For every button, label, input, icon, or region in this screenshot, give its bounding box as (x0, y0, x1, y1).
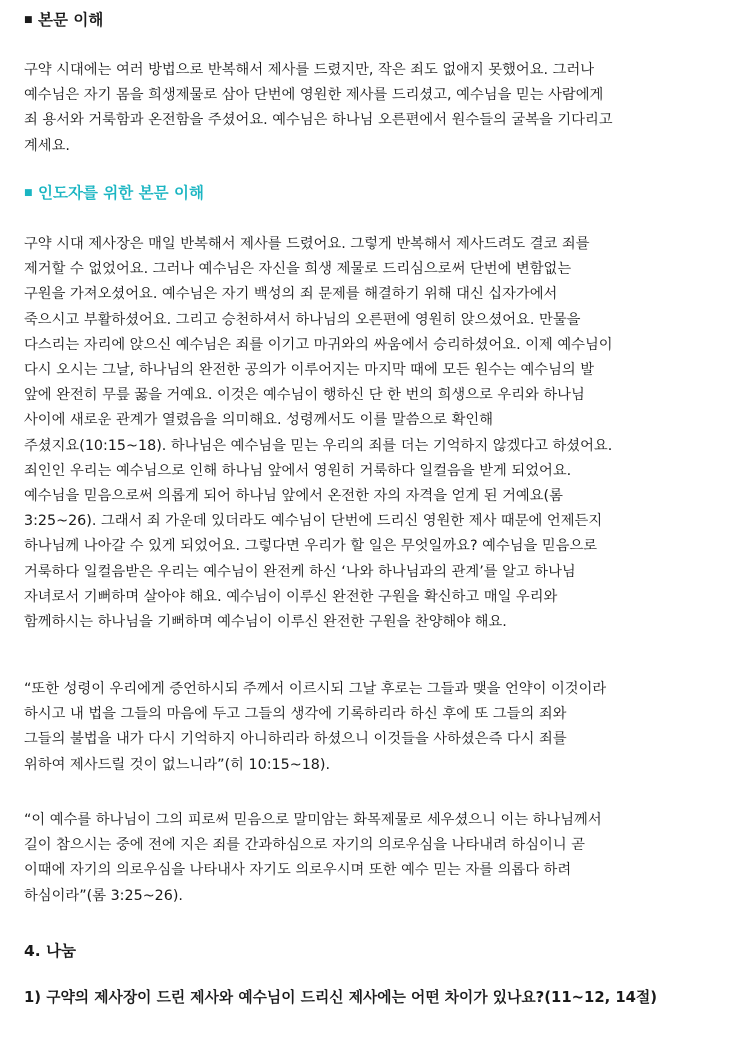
text-line: 예수님은 자기 몸을 희생제물로 삼아 단번에 영원한 제사를 드리셨고, 예수님을 믿는 사람에게 (24, 87, 604, 104)
text-line: 주셨지요(10:15~18). 하나님은 예수님을 믿는 우리의 죄를 더는 기억하지 않겠다고 하셨어요. (24, 437, 613, 454)
section-heading-text-understanding (24, 9, 103, 32)
text-line: 예수님을 믿음으로써 의롭게 되어 하나님 앞에서 온전한 자의 자격을 얻게 된 거예요(롬 (24, 488, 563, 505)
text-line: “또한 성령이 우리에게 증언하시되 주께서 이르시되 그날 후로는 그들과 맺을 언약이 이것이라 (24, 681, 607, 697)
paragraph-text-understanding (24, 58, 736, 159)
text-line: 하나님께 나아갈 수 있게 되었어요. 그렇다면 우리가 할 일은 무엇일까요? 예수님을 믿음으로 (24, 538, 598, 555)
scripture-quote-romans (24, 808, 736, 909)
text-line: 이때에 자기의 의로우심을 나타내사 자기도 의로우시며 또한 예수 믿는 자를 의롭다 하려 (24, 862, 572, 879)
text-line: 구약 시대 제사장은 매일 반복해서 제사를 드렸어요. 그렇게 반복해서 제사드려도 결코 죄를 (24, 236, 590, 252)
text-line: 길이 참으시는 중에 전에 지은 죄를 간과하심으로 자기의 의로우심을 나타내려 하심이니 곧 (24, 837, 585, 854)
text-line: 함께하시는 하나님을 기뻐하며 예수님이 이루신 완전한 구원을 찬양해야 해요. (24, 614, 507, 631)
section-heading-leader-understanding (24, 182, 204, 205)
text-line: “이 예수를 하나님이 그의 피로써 믿음으로 말미암는 화목제물로 세우셨으니 이는 하나님께서 (24, 812, 602, 828)
text-line: 다시 오시는 그날, 하나님의 완전한 공의가 이루어지는 마지막 때에 모든 원수는 예수님의 발 (24, 362, 595, 379)
text-line: 구원을 가져오셨어요. 예수님은 자기 백성의 죄 문제를 해결하기 위해 대신 십자가에서 (24, 286, 558, 303)
text-line: 자녀로서 기뻐하며 살아야 해요. 예수님이 이루신 완전한 구원을 확신하고 매일 우리와 (24, 588, 558, 605)
text-line: 제거할 수 없었어요. 그러나 예수님은 자신을 희생 제물로 드리심으로써 단번에 변함없는 (24, 261, 572, 278)
text-line: 앞에 완전히 무릎 꿇을 거예요. 이것은 예수님이 행하신 단 한 번의 희생으로 우리와 하나님 (24, 387, 585, 404)
text-line: 죄인인 우리는 예수님으로 인해 하나님 앞에서 영원히 거룩하다 일컬음을 받게 되었어요. (24, 462, 572, 479)
scripture-quote-hebrews (24, 677, 736, 778)
text-line: 하시고 내 법을 그들의 마음에 두고 그들의 생각에 기록하리라 하신 후에 또 그들의 죄와 (24, 706, 567, 723)
paragraph-leader-understanding (24, 232, 736, 635)
text-line: 구약 시대에는 여러 방법으로 반복해서 제사를 드렸지만, 작은 죄도 없애지 못했어요. 그러나 (24, 62, 595, 78)
square-bullet-icon: ■ (24, 187, 33, 198)
text-line: 하심이라”(롬 3:25~26). (24, 887, 183, 904)
section-heading-sharing: 4. 나눔 (24, 942, 77, 960)
text-line: 죄 용서와 거룩함과 온전함을 주셨어요. 예수님은 하나님 오른편에서 원수들의 굴복을 기다리고 (24, 112, 613, 129)
text-line: 사이에 새로운 관계가 열렸음을 의미해요. 성령께서도 이를 말씀으로 확인해 (24, 412, 494, 429)
text-line: 그들의 불법을 내가 다시 기억하지 아니하리라 하셨으니 이것들을 사하셨은즉 다시 죄를 (24, 731, 567, 748)
text-line: 위하여 제사드릴 것이 없느니라”(히 10:15~18). (24, 756, 331, 773)
text-line: 계세요. (24, 137, 70, 154)
text-line: 거룩하다 일컬음받은 우리는 예수님이 완전케 하신 ‘나와 하나님과의 관계’를 알고 하나님 (24, 563, 576, 580)
text-line: 3:25~26). 그래서 죄 가운데 있더라도 예수님이 단번에 드리신 영원한 제사 때문에 언제든지 (24, 513, 603, 530)
section-title: 인도자를 위한 본문 이해 (38, 184, 204, 202)
discussion-question: 1) 구약의 제사장이 드린 제사와 예수님이 드리신 제사에는 어떤 차이가 있나요?(11~12, 14절) (24, 989, 658, 1006)
text-line: 죽으시고 부활하셨어요. 그리고 승천하셔서 하나님의 오른편에 영원히 앉으셨어요. 만물을 (24, 311, 581, 328)
section-title: 본문 이해 (38, 11, 104, 29)
text-line: 다스리는 자리에 앉으신 예수님은 죄를 이기고 마귀와의 싸움에서 승리하셨어요. 이제 예수님이 (24, 336, 613, 353)
square-bullet-icon: ■ (24, 14, 33, 25)
